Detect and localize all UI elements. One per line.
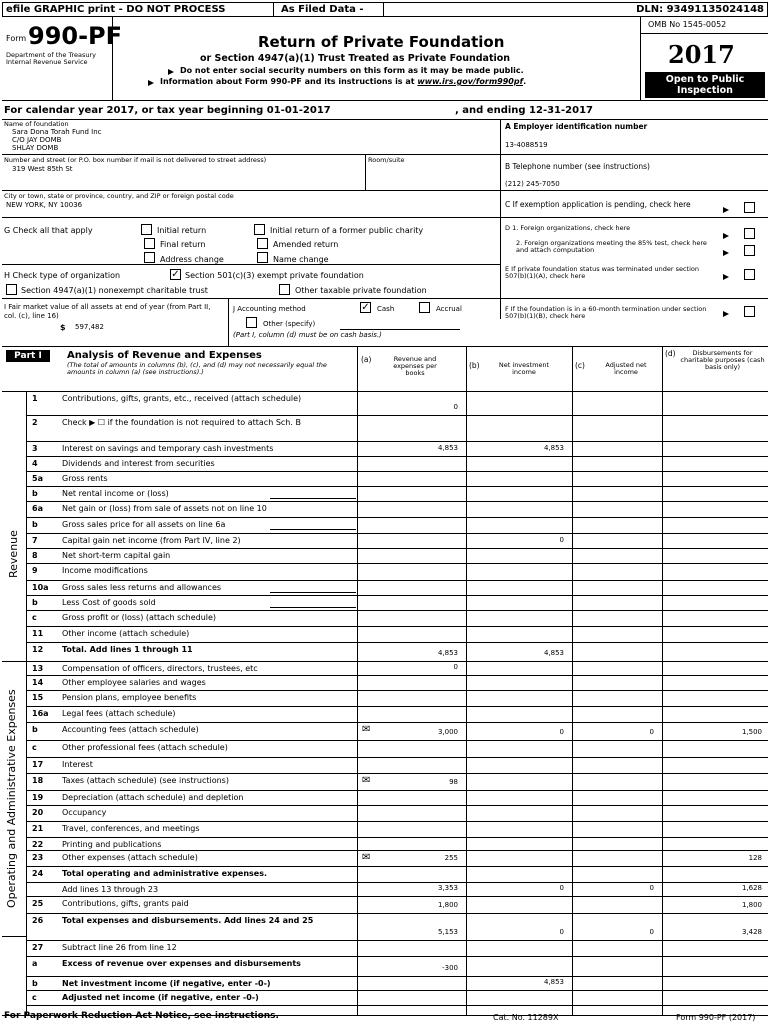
row-rule — [26, 837, 768, 838]
value-col-d[interactable]: 1,500 — [741, 728, 762, 736]
footer-cat: Cat. No. 11289X — [493, 1013, 559, 1022]
row-rule — [26, 913, 768, 914]
line-number: 12 — [32, 645, 44, 654]
line-label: Other employee salaries and wages — [62, 678, 206, 687]
d2-label: 2. Foreign organizations meeting the 85% test, check here and attach computation — [516, 239, 707, 254]
line-label: Total expenses and disbursements. Add lines 24 and 25 — [62, 916, 314, 925]
tax-year: 2017 — [668, 40, 735, 69]
row-rule — [26, 533, 768, 534]
arrow-icon — [723, 233, 729, 239]
inline-entry-line[interactable] — [270, 498, 356, 499]
line-number: b — [32, 725, 38, 734]
line-number: 24 — [32, 869, 44, 878]
line-number: c — [32, 993, 37, 1002]
line-label: Occupancy — [62, 808, 107, 817]
line-number: c — [32, 613, 37, 622]
arrow-icon — [723, 207, 729, 213]
d1-label: D 1. Foreign organizations, check here — [505, 224, 631, 232]
value-col-c[interactable]: 0 — [649, 928, 654, 936]
value-col-d[interactable]: 128 — [748, 854, 762, 862]
row-rule — [26, 486, 768, 487]
value-col-a[interactable]: -300 — [442, 964, 458, 972]
banner-asfiled: As Filed Data - — [281, 4, 364, 15]
line-number: 10a — [32, 583, 49, 592]
d1-checkbox[interactable] — [744, 228, 755, 239]
row-rule — [26, 580, 768, 581]
value-col-a[interactable]: 4,853 — [437, 649, 458, 657]
line-number: 9 — [32, 566, 38, 575]
row-rule — [26, 675, 768, 676]
arrow-icon — [168, 69, 174, 75]
line-number: 6a — [32, 504, 43, 513]
accrual-checkbox[interactable] — [419, 302, 430, 313]
org-city: NEW YORK, NY 10036 — [6, 201, 83, 209]
row-rule — [26, 517, 768, 518]
value-col-a[interactable]: 0 — [453, 663, 458, 671]
initial-former-checkbox[interactable] — [254, 224, 265, 235]
other-method-label: Other (specify) — [263, 320, 316, 328]
row-rule — [26, 595, 768, 596]
h-label: H Check type of organization — [4, 271, 121, 280]
inline-entry-line[interactable] — [270, 529, 356, 530]
row-rule — [26, 626, 768, 627]
line-number: b — [32, 979, 38, 988]
line-number: 2 — [32, 418, 38, 427]
line-number: 4 — [32, 459, 38, 468]
address-change-label: Address change — [160, 255, 224, 264]
value-col-d[interactable]: 3,428 — [741, 928, 762, 936]
value-col-b[interactable]: 0 — [559, 728, 564, 736]
line-label: Compensation of officers, directors, trustees, etc — [62, 664, 258, 673]
e-checkbox[interactable] — [744, 269, 755, 280]
expenses-label: Operating and Administrative Expenses — [5, 689, 18, 908]
line-label: Gross rents — [62, 474, 108, 483]
part1-tag: Part I — [6, 350, 50, 362]
row-rule — [26, 441, 768, 442]
line-label: Subtract line 26 from line 12 — [62, 943, 177, 952]
row-rule — [26, 548, 768, 549]
line-label: Contributions, gifts, grants paid — [62, 899, 189, 908]
line-number: 7 — [32, 536, 38, 545]
row-rule — [26, 661, 768, 662]
line-label: Gross sales less returns and allowances — [62, 583, 222, 592]
value-col-a[interactable]: 98 — [449, 778, 458, 786]
final-return-checkbox[interactable] — [144, 238, 155, 249]
e-label: E If private foundation status was terminated under section 507(b)(1)(A), check here — [505, 265, 700, 280]
line-label: Depreciation (attach schedule) and depletion — [62, 793, 244, 802]
line-number: 17 — [32, 760, 44, 769]
omb-number: OMB No 1545-0052 — [648, 20, 727, 29]
row-rule — [26, 805, 768, 806]
h-4947-checkbox[interactable] — [6, 284, 17, 295]
line-label: Gross profit or (loss) (attach schedule) — [62, 613, 217, 622]
value-col-c[interactable]: 0 — [649, 728, 654, 736]
org-name-3: SHLAY DOMB — [12, 144, 59, 152]
row-rule — [26, 1005, 768, 1006]
value-col-a[interactable]: 3,000 — [437, 728, 458, 736]
line-number: c — [32, 743, 37, 752]
inline-entry-line[interactable] — [270, 592, 356, 593]
f-label: F If the foundation is in a 60-month termination under section 507(b)(1)(B), check here — [505, 305, 707, 320]
col-a-tag: (a) — [361, 355, 372, 364]
row-rule — [26, 471, 768, 472]
value-col-b[interactable]: 4,853 — [543, 649, 564, 657]
dept-treasury: Department of the Treasury Internal Revenue Service — [6, 51, 97, 66]
row-rule — [26, 990, 768, 991]
amended-return-label: Amended return — [273, 240, 339, 249]
line-number: 13 — [32, 664, 44, 673]
row-rule — [26, 563, 768, 564]
line-label: Capital gain net income (from Part IV, line 2) — [62, 536, 241, 545]
form-subtitle: or Section 4947(a)(1) Trust Treated as Private Foundation — [200, 53, 511, 64]
attachment-icon[interactable]: ✉ — [362, 775, 371, 786]
col-c-header: Adjusted net income — [605, 361, 647, 376]
form-prefix: Form — [6, 34, 27, 43]
value-col-a[interactable]: 1,800 — [437, 901, 458, 909]
row-rule — [26, 773, 768, 774]
org-address: 319 West 85th St — [12, 165, 73, 173]
arrow-icon — [148, 80, 154, 86]
phone-label: B Telephone number (see instructions) — [505, 162, 650, 171]
row-rule — [26, 866, 768, 867]
h-501c3-checkbox[interactable]: ✓ — [171, 269, 180, 280]
row-rule — [26, 850, 768, 851]
line-number: 5a — [32, 474, 43, 483]
other-method-checkbox[interactable] — [246, 317, 257, 328]
c-label: C If exemption application is pending, check here — [505, 200, 691, 209]
banner-dln: DLN: 93491135024148 — [636, 4, 764, 15]
row-rule — [26, 610, 768, 611]
line-label: Adjusted net income (if negative, enter -0-) — [62, 993, 259, 1002]
h-other-label: Other taxable private foundation — [295, 286, 427, 295]
h-4947-label: Section 4947(a)(1) nonexempt charitable trust — [21, 286, 208, 295]
h-other-checkbox[interactable] — [279, 284, 290, 295]
org-name-1: Sara Dona Torah Fund Inc — [12, 128, 102, 136]
inline-entry-line[interactable] — [270, 607, 356, 608]
value-col-d[interactable]: 1,628 — [741, 884, 762, 892]
line-number: b — [32, 598, 38, 607]
row-rule — [26, 722, 768, 723]
line-number: 8 — [32, 551, 38, 560]
line-label: Net rental income or (loss) — [62, 489, 169, 498]
row-rule — [26, 690, 768, 691]
line-number: 3 — [32, 444, 38, 453]
line-label: Interest — [62, 760, 93, 769]
irs-link[interactable]: www.irs.gov/form990pf — [417, 77, 524, 86]
attachment-icon[interactable]: ✉ — [362, 724, 371, 735]
line-number: 16a — [32, 709, 49, 718]
line-number: 22 — [32, 840, 44, 849]
value-col-a[interactable]: 3,353 — [437, 884, 458, 892]
cash-label: Cash — [377, 305, 395, 313]
row-rule — [26, 456, 768, 457]
line-number: 1 — [32, 394, 38, 403]
col-a-header: Revenue and expenses per books — [393, 355, 437, 377]
line-label: Excess of revenue over expenses and disbursements — [62, 959, 301, 968]
row-rule — [26, 821, 768, 822]
g-label: G Check all that apply — [4, 226, 93, 235]
address-change-checkbox[interactable] — [144, 252, 155, 263]
line-label: Add lines 13 through 23 — [62, 885, 159, 894]
line-number: 19 — [32, 793, 44, 802]
cash-checkbox[interactable]: ✓ — [361, 302, 370, 313]
initial-former-label: Initial return of a former public charity — [270, 226, 424, 235]
name-change-label: Name change — [273, 255, 329, 264]
d2-checkbox[interactable] — [744, 245, 755, 256]
arrow-icon — [723, 311, 729, 317]
line-label: Legal fees (attach schedule) — [62, 709, 176, 718]
value-col-b[interactable]: 0 — [559, 536, 564, 544]
form-number: 990-PF — [28, 22, 123, 50]
line-number: a — [32, 959, 38, 968]
col-d-header: Disbursements for charitable purposes (cash basis only) — [680, 349, 765, 371]
row-rule — [26, 790, 768, 791]
line-label: Gross sales price for all assets on line 6a — [62, 520, 226, 529]
line-number: 14 — [32, 678, 44, 687]
row-rule — [26, 882, 768, 883]
col-c-tag: (c) — [575, 361, 585, 370]
open-inspection: Open to Public Inspection — [645, 72, 765, 98]
line-label: Check ▶ ☐ if the foundation is not required to attach Sch. B — [62, 418, 301, 427]
revenue-label: Revenue — [7, 530, 20, 578]
line-label: Accounting fees (attach schedule) — [62, 725, 199, 734]
note-info: Information about Form 990-PF and its instructions is at www.irs.gov/form990pf. — [160, 77, 527, 86]
line-label: Other income (attach schedule) — [62, 629, 190, 638]
line-number: b — [32, 489, 38, 498]
line-label: Other professional fees (attach schedule) — [62, 743, 228, 752]
value-col-b[interactable]: 0 — [559, 928, 564, 936]
j-note: (Part I, column (d) must be on cash basis.) — [233, 331, 382, 339]
row-rule — [26, 740, 768, 741]
line-number: 26 — [32, 916, 44, 925]
c-checkbox[interactable] — [744, 202, 755, 213]
line-label: Contributions, gifts, grants, etc., received (attach schedule) — [62, 394, 302, 403]
line-number: 27 — [32, 943, 44, 952]
line-number: 23 — [32, 853, 44, 862]
value-col-a[interactable]: 255 — [444, 854, 458, 862]
value-col-b[interactable]: 4,853 — [543, 444, 564, 452]
part1-title: Analysis of Revenue and Expenses — [67, 350, 262, 361]
line-label: Dividends and interest from securities — [62, 459, 215, 468]
value-col-d[interactable]: 1,800 — [741, 901, 762, 909]
line-number: b — [32, 520, 38, 529]
value-col-b[interactable]: 4,853 — [543, 978, 564, 986]
line-label: Travel, conferences, and meetings — [62, 824, 200, 833]
ein-value: 13-4088519 — [505, 141, 548, 149]
part1-desc: (The total of amounts in columns (b), (c), and (d) may not necessarily equal the amounts in column (a) (see instructions).) — [67, 361, 327, 376]
line-label: Net short-term capital gain — [62, 551, 171, 560]
row-rule — [26, 940, 768, 941]
line-number: 15 — [32, 693, 44, 702]
row-rule — [26, 642, 768, 643]
line-number: 25 — [32, 899, 44, 908]
line-label: Less Cost of goods sold — [62, 598, 156, 607]
row-rule — [26, 976, 768, 977]
room-label: Room/suite — [368, 156, 405, 164]
line-label: Printing and publications — [62, 840, 162, 849]
footer-paperwork: For Paperwork Reduction Act Notice, see instructions. — [4, 1011, 279, 1021]
i-value: 597,482 — [75, 323, 104, 331]
line-number: 18 — [32, 776, 44, 785]
line-label: Pension plans, employee benefits — [62, 693, 197, 702]
i-dollar: $ — [60, 323, 66, 332]
col-b-header: Net investment income — [498, 361, 550, 376]
line-number: 21 — [32, 824, 44, 833]
row-rule — [26, 415, 768, 416]
value-col-a[interactable]: 4,853 — [437, 444, 458, 452]
row-rule — [26, 956, 768, 957]
city-label: City or town, state or province, country, and ZIP or foreign postal code — [4, 192, 234, 200]
line-label: Net investment income (if negative, enter -0-) — [62, 979, 271, 988]
row-rule — [26, 757, 768, 758]
line-number: 20 — [32, 808, 44, 817]
row-rule — [26, 501, 768, 502]
accrual-label: Accrual — [436, 305, 462, 313]
name-label: Name of foundation — [4, 120, 69, 128]
attachment-icon[interactable]: ✉ — [362, 852, 371, 863]
value-col-b[interactable]: 0 — [559, 884, 564, 892]
note-ssn: Do not enter social security numbers on this form as it may be made public. — [180, 66, 524, 75]
row-rule — [26, 896, 768, 897]
amended-return-checkbox[interactable] — [257, 238, 268, 249]
period-end: , and ending 12-31-2017 — [455, 105, 593, 116]
name-change-checkbox[interactable] — [257, 252, 268, 263]
line-label: Net gain or (loss) from sale of assets not on line 10 — [62, 504, 267, 513]
f-checkbox[interactable] — [744, 306, 755, 317]
line-label: Interest on savings and temporary cash investments — [62, 444, 274, 453]
period-begin: For calendar year 2017, or tax year beginning 01-01-2017 — [4, 105, 331, 116]
initial-return-checkbox[interactable] — [141, 224, 152, 235]
value-col-c[interactable]: 0 — [649, 884, 654, 892]
line-label: Total. Add lines 1 through 11 — [62, 645, 193, 654]
form-title: Return of Private Foundation — [258, 33, 505, 51]
col-d-tag: (d) — [665, 349, 676, 358]
i-label: I Fair market value of all assets at end of year (from Part II, col. (c), line 16) — [4, 303, 211, 320]
value-col-a[interactable]: 5,153 — [437, 928, 458, 936]
line-label: Total operating and administrative expenses. — [62, 869, 267, 878]
arrow-icon — [723, 274, 729, 280]
line-label: Income modifications — [62, 566, 148, 575]
top-banner — [2, 2, 768, 17]
footer-form: Form 990-PF (2017) — [676, 1013, 756, 1022]
line-label: Other expenses (attach schedule) — [62, 853, 198, 862]
phone-value: (212) 245-7050 — [505, 180, 560, 188]
value-col-a[interactable]: 0 — [453, 403, 458, 411]
row-rule — [26, 706, 768, 707]
banner-efile: efile GRAPHIC print - DO NOT PROCESS — [6, 4, 226, 15]
arrow-icon — [723, 250, 729, 256]
h-501c3-label: Section 501(c)(3) exempt private foundation — [185, 271, 364, 280]
j-label: J Accounting method — [233, 305, 306, 313]
ein-label: A Employer identification number — [505, 122, 648, 131]
initial-return-label: Initial return — [157, 226, 207, 235]
org-name-2: C/O JAY DOMB — [12, 136, 62, 144]
address-label: Number and street (or P.O. box number if mail is not delivered to street address) — [4, 156, 267, 164]
col-b-tag: (b) — [469, 361, 480, 370]
line-number: 11 — [32, 629, 44, 638]
line-label: Taxes (attach schedule) (see instructions) — [62, 776, 229, 785]
final-return-label: Final return — [160, 240, 206, 249]
